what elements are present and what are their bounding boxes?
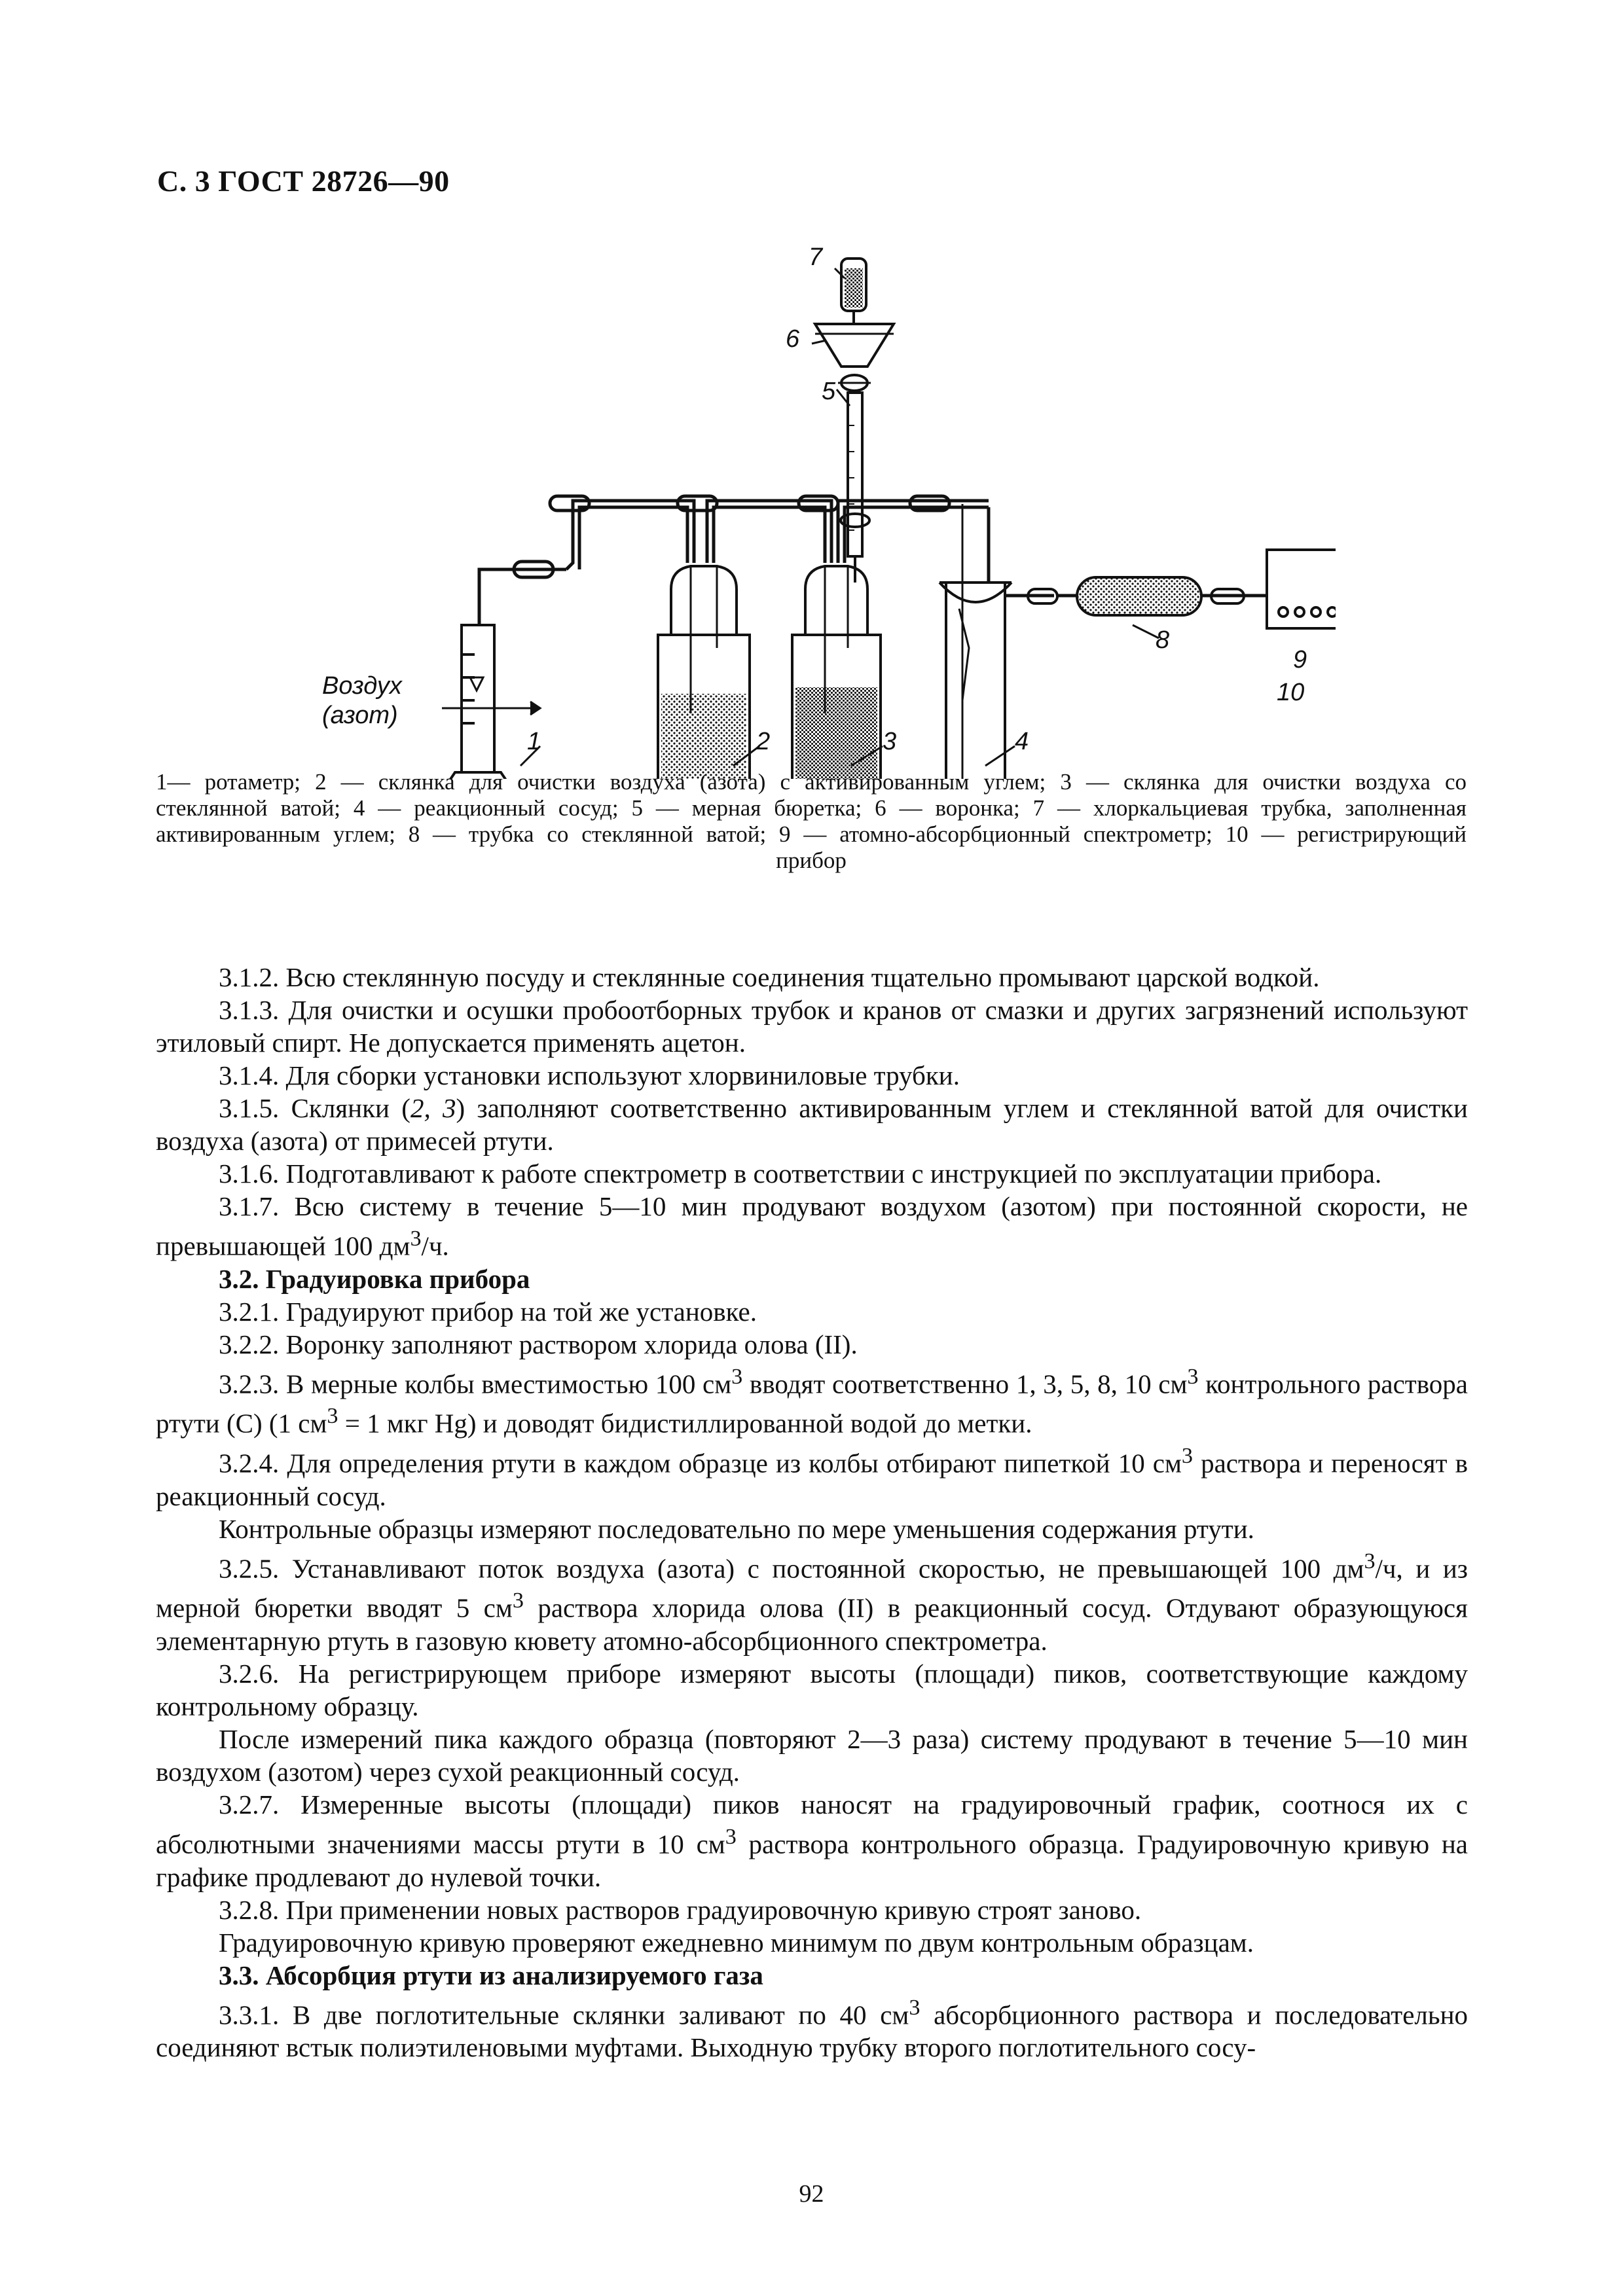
burette-assembly	[815, 259, 894, 583]
label-1: 1	[527, 728, 541, 755]
text-run: = 1 мкг Hg) и доводят бидистиллированной водой до метки.	[338, 1408, 1032, 1439]
text-run: 3.1.5. Склянки (	[219, 1093, 410, 1123]
text-run: раствора и переносят в реакционный сосуд.	[156, 1448, 1468, 1511]
paragraph-3-2-5	[156, 1545, 1468, 1657]
paragraph-3-1-7	[156, 1190, 1468, 1263]
rotameter	[442, 569, 514, 779]
superscript: 3	[1364, 1549, 1376, 1573]
label-8: 8	[1156, 626, 1170, 654]
paragraph-3-1-5	[156, 1092, 1468, 1157]
paragraph-3-2-6: 3.2.6. На регистрирующем приборе измеряют высоты (площади) пиков, соответствующие каждому контрольному образцу.	[156, 1658, 1468, 1721]
connecting-tubes	[514, 496, 989, 577]
text-run: раствора хлорида олова (II) в реакционный сосуд. Отдувают образующуюся элементарную ртуть в газовую кювету атомно-абсорбционного спектрометра.	[156, 1592, 1468, 1656]
text-run: /ч, и из мерной бюретки вводят 5 см	[156, 1553, 1468, 1623]
paragraph-3-2-7	[156, 1788, 1468, 1893]
text-run: ) заполняют соответственно активированным углем и стеклянной ватой для очистки воздуха (азота) от примесей ртути.	[156, 1093, 1468, 1156]
paragraph-3-2-3	[156, 1361, 1468, 1440]
flask-activated-carbon	[658, 566, 750, 779]
label-2: 2	[756, 728, 771, 755]
label-10: 10	[1277, 679, 1305, 706]
text-run: 3.1.7. Всю систему в течение 5—10 мин продувают воздухом (азотом) при постоянной скорости, не превышающей 100 дм	[156, 1191, 1468, 1261]
label-4: 4	[1015, 728, 1029, 755]
section-heading-3-3: 3.3. Абсорбция ртути из анализируемого газа	[219, 1960, 763, 1990]
text-run: 3.2.5. Устанавливают поток воздуха (азота) с постоянной скоростью, не превышающей 100 дм	[219, 1553, 1364, 1584]
caption-line: стеклянной ватой; 4 — реакционный сосуд; 5 — мерная бюретка; 6 — воронка; 7 — хлоркальциевая трубка, заполненная	[156, 795, 1467, 821]
superscript: 3	[725, 1824, 737, 1849]
reaction-vessel	[939, 504, 1012, 779]
caption-line: прибор	[776, 848, 847, 873]
text-run: 2, 3	[410, 1093, 456, 1123]
caption-line: 1— ротаметр; 2 — склянка для очистки воздуха (азота) с активированным углем; 3 — склянка для очистки воздуха со	[156, 769, 1467, 795]
paragraph-3-3-1	[156, 1992, 1468, 2064]
paragraph-3-2-6-note: После измерений пика каждого образца (повторяют 2—3 раза) систему продувают в течение 5—10 мин воздухом (азотом) через сухой реакционный сосуд.	[156, 1723, 1468, 1787]
label-9: 9	[1293, 646, 1307, 673]
superscript: 3	[909, 1995, 921, 2020]
text-run: контрольного раствора ртути (С) (1 см	[156, 1369, 1468, 1439]
caption-line: активированным углем; 8 — трубка со стеклянной ватой; 9 — атомно-абсорбционный спектрометр; 10 — регистрирующий	[156, 821, 1467, 847]
paragraph-3-2-2: 3.2.2. Воронку заполняют раствором хлорида олова (II).	[219, 1329, 858, 1359]
text-run: раствора контрольного образца. Градуировочную кривую на графике продлевают до нулевой точки.	[156, 1829, 1468, 1892]
paragraph-3-2-4-note: Контрольные образцы измеряют последовательно по мере уменьшения содержания ртути.	[219, 1513, 1254, 1544]
apparatus-diagram	[314, 242, 1336, 779]
superscript: 3	[327, 1404, 338, 1429]
paragraph-3-2-4	[156, 1440, 1468, 1513]
paragraph-3-2-8: 3.2.8. При применении новых растворов градуировочную кривую строят заново.	[219, 1894, 1142, 1925]
flask-glass-wool	[792, 566, 881, 779]
superscript: 3	[1187, 1364, 1199, 1389]
text-run: 3.2.3. В мерные колбы вместимостью 100 см	[219, 1369, 732, 1399]
text-run: /ч.	[421, 1230, 449, 1261]
superscript: 3	[512, 1588, 524, 1613]
figure-caption	[156, 769, 1467, 874]
paragraph-3-2-8-note: Градуировочную кривую проверяют ежедневно минимум по двум контрольным образцам.	[219, 1927, 1254, 1958]
spectrometer	[1267, 550, 1336, 628]
paragraph-3-1-6: 3.1.6. Подготавливают к работе спектрометр в соответствии с инструкцией по эксплуатации прибора.	[219, 1158, 1382, 1189]
text-run: 3.2.4. Для определения ртути в каждом образце из колбы отбирают пипеткой 10 см	[219, 1448, 1182, 1479]
text-run: 3.3.1. В две поглотительные склянки заливают по 40 см	[219, 2000, 909, 2030]
label-6: 6	[786, 325, 800, 353]
inlet-label-2: (азот)	[322, 702, 398, 729]
superscript: 3	[1181, 1443, 1193, 1468]
superscript: 3	[410, 1227, 422, 1251]
paragraph-3-2-1: 3.2.1. Градуируют прибор на той же установке.	[219, 1296, 757, 1327]
paragraph-3-1-4: 3.1.4. Для сборки установки используют хлорвиниловые трубки.	[219, 1060, 960, 1090]
page-number: 92	[799, 2180, 824, 2208]
page-header: С. 3 ГОСТ 28726—90	[157, 164, 450, 198]
label-3: 3	[883, 728, 897, 755]
text-run: вводят соответственно 1, 3, 5, 8, 10 см	[742, 1369, 1188, 1399]
glass-wool-tube	[1005, 577, 1267, 615]
label-7: 7	[809, 243, 823, 271]
inlet-label-1: Воздух	[322, 672, 402, 700]
superscript: 3	[731, 1364, 743, 1389]
text-run: абсорбционного раствора и последовательно соединяют встык полиэтиленовыми муфтами. Выходную трубку второго поглотительного сосу-	[156, 2000, 1468, 2063]
text-run: 3.2.7. Измеренные высоты (площади) пиков наносят на градуировочный график, соотнося их с абсолютными значениями массы ртути в 10 см	[156, 1789, 1468, 1859]
section-heading-3-2: 3.2. Градуировка прибора	[219, 1263, 530, 1294]
body-text	[156, 961, 1468, 2064]
paragraph-3-1-2: 3.1.2. Всю стеклянную посуду и стеклянные соединения тщательно промывают царской водкой.	[219, 962, 1320, 992]
paragraph-3-1-3: 3.1.3. Для очистки и осушки пробоотборных трубок и кранов от смазки и других загрязнений используют этиловый спирт. Не допускается применять ацетон.	[156, 995, 1468, 1058]
label-5: 5	[822, 378, 836, 405]
